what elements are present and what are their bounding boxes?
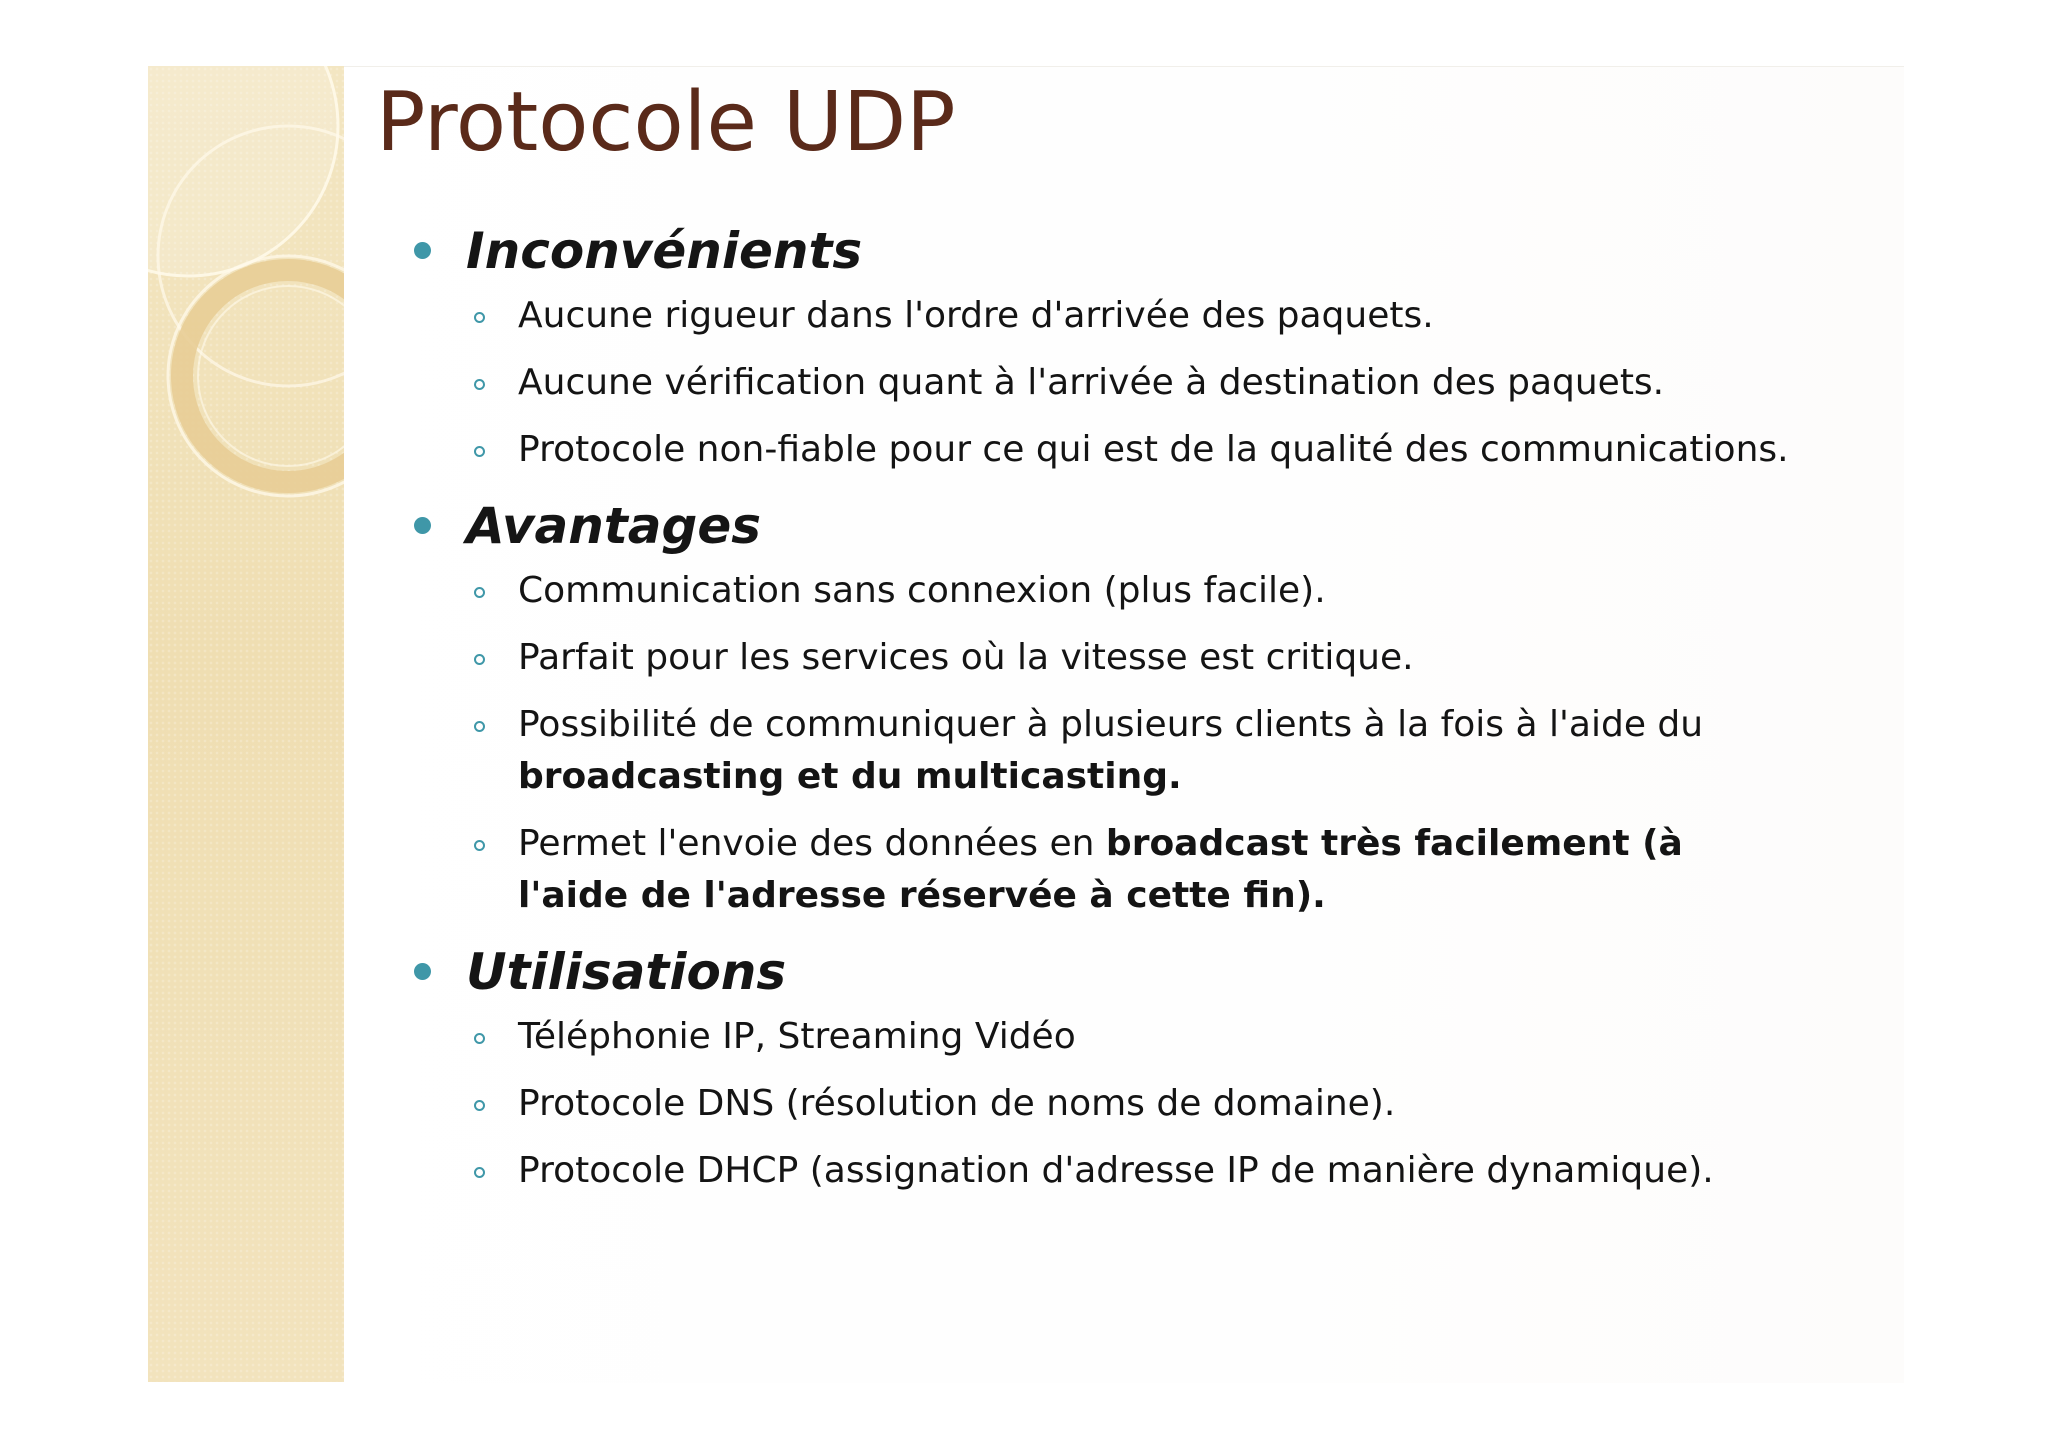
list-item-bold-text: broadcast très facilement (à l'aide de l'adresse réservée à cette fin). — [518, 823, 1683, 916]
list-item — [400, 1145, 1800, 1197]
decorative-side-band — [148, 66, 344, 1382]
sub-bullet-icon — [474, 587, 485, 598]
bullet-list — [400, 290, 1800, 476]
section-heading-label: Utilisations — [466, 943, 787, 1001]
sub-bullet-icon — [474, 1100, 485, 1111]
section-avantages — [400, 491, 1800, 922]
section-heading — [400, 491, 1800, 561]
list-item — [400, 290, 1800, 342]
list-item-text: Communication sans connexion (plus facile). — [518, 570, 1326, 611]
decorative-circles-icon — [148, 66, 344, 1382]
slide-title: Protocole UDP — [376, 75, 956, 170]
section-heading-label: Avantages — [466, 497, 761, 555]
list-item — [400, 565, 1800, 617]
list-item-text: Permet l'envoie des données en — [518, 823, 1106, 864]
section-heading — [400, 216, 1800, 286]
sub-bullet-icon — [474, 721, 485, 732]
section-utilisations — [400, 937, 1800, 1197]
list-item-text: Aucune rigueur dans l'ordre d'arrivée des paquets. — [518, 295, 1434, 336]
section-heading-label: Inconvénients — [466, 222, 863, 280]
list-item — [400, 1011, 1800, 1063]
list-item-text: Parfait pour les services où la vitesse est critique. — [518, 637, 1414, 678]
sub-bullet-icon — [474, 654, 485, 665]
section-heading — [400, 937, 1800, 1007]
bullet-dot-icon — [414, 517, 431, 534]
list-item — [400, 424, 1800, 476]
sub-bullet-icon — [474, 840, 485, 851]
sub-bullet-icon — [474, 312, 485, 323]
list-item-bold-text: broadcasting et du multicasting. — [518, 756, 1182, 797]
list-item — [400, 699, 1800, 803]
bullet-list — [400, 565, 1800, 922]
list-item — [400, 818, 1800, 922]
bullet-dot-icon — [414, 242, 431, 259]
list-item-text: Possibilité de communiquer à plusieurs clients à la fois à l'aide du — [518, 704, 1704, 745]
sub-bullet-icon — [474, 446, 485, 457]
list-item-text: Protocole non-fiable pour ce qui est de la qualité des communications. — [518, 429, 1789, 470]
slide-content — [400, 216, 1800, 1212]
sub-bullet-icon — [474, 379, 485, 390]
list-item-text: Protocole DHCP (assignation d'adresse IP de manière dynamique). — [518, 1150, 1714, 1191]
sub-bullet-icon — [474, 1167, 485, 1178]
list-item-text: Protocole DNS (résolution de noms de domaine). — [518, 1083, 1396, 1124]
list-item — [400, 1078, 1800, 1130]
list-item-text: Téléphonie IP, Streaming Vidéo — [518, 1016, 1076, 1057]
bullet-list — [400, 1011, 1800, 1197]
sub-bullet-icon — [474, 1033, 485, 1044]
list-item — [400, 357, 1800, 409]
list-item-text: Aucune vérification quant à l'arrivée à destination des paquets. — [518, 362, 1665, 403]
list-item — [400, 632, 1800, 684]
bullet-dot-icon — [414, 963, 431, 980]
section-inconvenients — [400, 216, 1800, 476]
